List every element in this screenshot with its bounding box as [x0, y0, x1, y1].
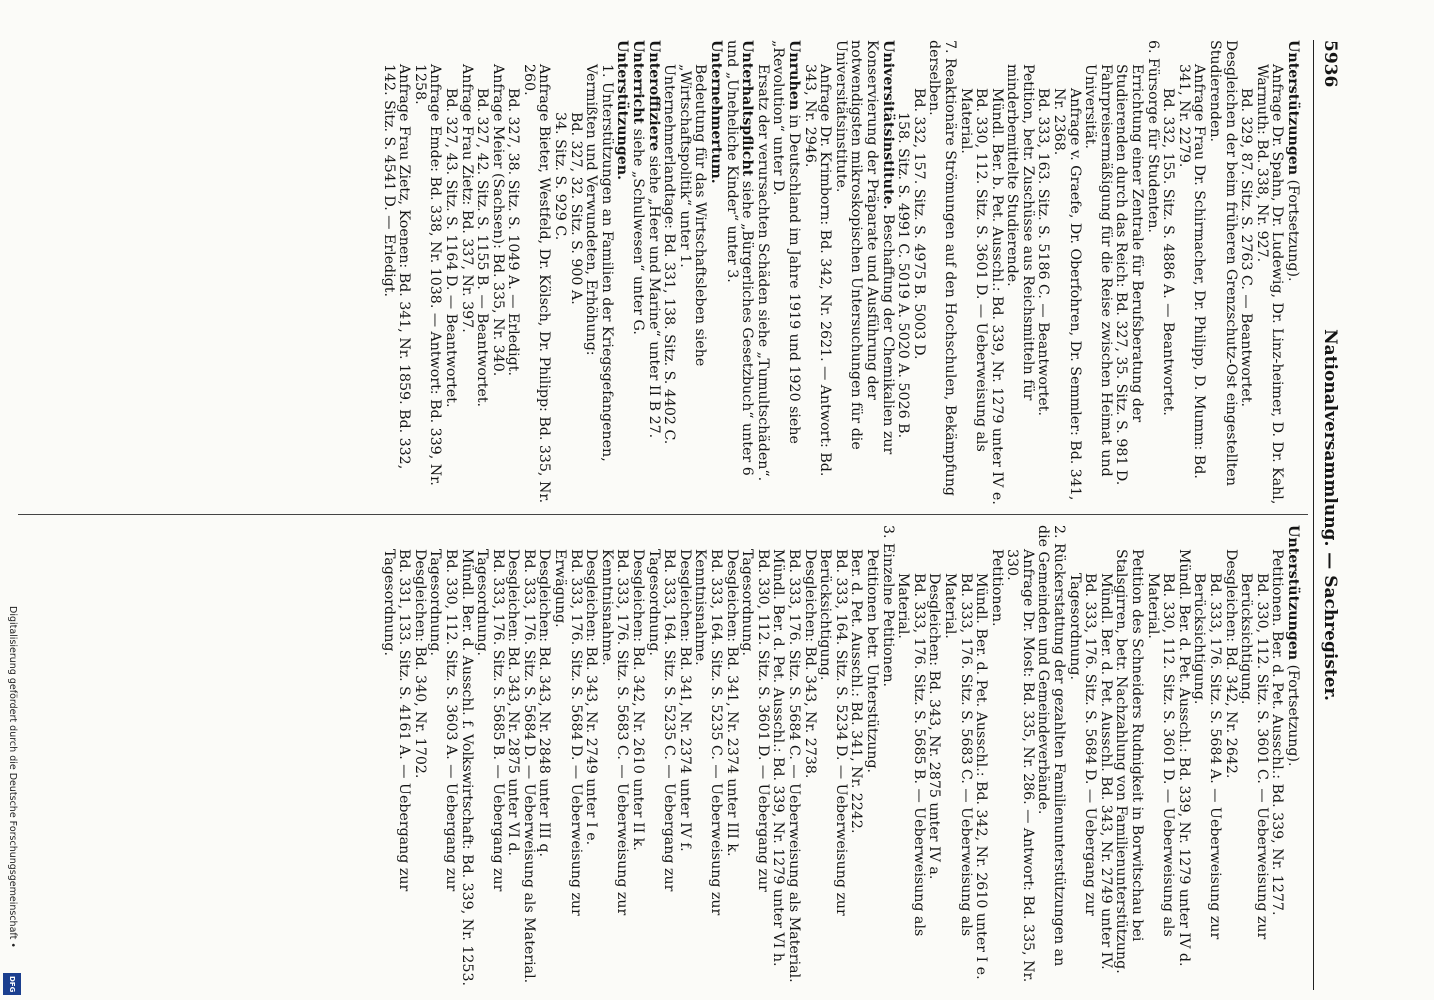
right-column — [380, 525, 1300, 990]
register-entry — [848, 525, 864, 990]
entry-text: in Deutschland im Jahre 1919 und 1920 siehe „Revolution“ unter D. — [770, 40, 802, 444]
register-entry — [520, 525, 536, 990]
register-entry — [661, 40, 677, 505]
entry-text: Bd. 333, 163. Sitz. S. 5186 C. — Beantwortet. — [1035, 88, 1052, 416]
entry-text: Bd. 332, 155. Sitz. S. 4886 A. — Beantwortet. — [1160, 88, 1177, 416]
entry-text: Bd. 333, 164. Sitz. S. 5234 D. — Ueberweisung zur Berücksichtigung. — [817, 549, 849, 916]
register-entry — [1066, 525, 1097, 990]
register-entry — [552, 525, 583, 990]
entry-text: Desgleichen: Bd. 341, Nr. 2374 unter III k. — [723, 549, 740, 857]
entry-text: Desgleichen: Bd. 343, Nr. 2749 unter I e. — [583, 549, 600, 846]
entry-text: Bd. 327, 32. Sitz. S. 900 A. — [567, 112, 584, 305]
entry-text: Desgleichen: Bd. 341, Nr. 2374 unter IV f. — [676, 549, 693, 852]
entry-text: Bd. 333, 164. Sitz. S. 5235 C. — Ueberweisung zur Kenntnisnahme. — [692, 549, 725, 916]
entry-text: Fahrpreisermäßigung für die Reise zwischen Heimat und Universität. — [1082, 64, 1114, 477]
entry-text: (Fortsetzung). — [1285, 175, 1301, 282]
register-entry — [442, 40, 458, 505]
register-entry — [427, 525, 458, 990]
register-entry — [474, 40, 490, 505]
entry-text: Anfrage v. Graefe, Dr. Oberfohren, Dr. Semmler: Bd. 341, Nr. 2368. — [1051, 88, 1083, 501]
register-entry — [754, 40, 770, 505]
entry-text: Bd. 333, 176. Sitz. S. 5684 A. — Ueberweisung zur Berücksichtigung. — [1191, 573, 1224, 940]
entry-text: Anfrage Frau Zietz: Bd. 337, Nr. 397. — [458, 64, 475, 333]
register-entry — [801, 40, 832, 505]
register-entry — [1238, 40, 1254, 505]
register-entry — [552, 40, 568, 505]
register-entry — [1175, 525, 1191, 990]
entry-text: Desgleichen: Bd. 343, Nr. 2848 unter III q. — [536, 549, 553, 857]
entry-text: siehe „Heer und Marine“ unter II B 27. — [645, 151, 662, 439]
register-entry — [1144, 40, 1160, 505]
entry-text: Mündl. Ber. d. Pet. Ausschl. Bd. 343, Nr. 2749 unter IV. — [1097, 573, 1114, 970]
entry-keyword: Universitätsinstitute. — [879, 40, 896, 210]
register-entry — [411, 40, 442, 505]
entry-text: Bd. 327, 42. Sitz. S. 1155 B. — Beantwortet. — [474, 88, 491, 408]
register-entry — [614, 40, 630, 505]
register-entry — [1097, 525, 1113, 990]
register-entry — [1191, 525, 1222, 990]
entry-text: Bd. 331, 133. Sitz. S. 4161 A. — Uebergang zur Tagesordnung. — [380, 549, 413, 892]
register-entry — [973, 525, 989, 990]
entry-text: Errichtung einer Zentrale für Berufsberatung der Studierenden durch das Reich: Bd. 327, 35. Sitz. S. 981 D. — [1113, 64, 1146, 486]
entry-text: Bd. 330, 112. Sitz. S. 3601 C. — Ueberweisung zur Berücksichtigung. — [1238, 573, 1270, 940]
register-entry — [723, 40, 754, 505]
entry-text: Bd. 330, 112. Sitz. S. 3603 A. — Uebergang zur Tagesordnung. — [427, 549, 459, 892]
register-entry — [1284, 525, 1300, 990]
register-entry — [692, 525, 723, 990]
entry-text: Anfrage Emde: Bd. 338, Nr. 1038. — Antwort: Bd. 339, Nr. 1258. — [411, 64, 444, 486]
register-entry — [988, 525, 1004, 990]
register-entry — [1222, 525, 1238, 990]
entry-text: Desgleichen: Bd. 340, Nr. 1702. — [411, 549, 428, 779]
entry-text: Mündl. Ber. d. Pet. Ausschl.: Bd. 342, Nr. 2610 unter I e. — [973, 573, 990, 980]
entry-text: Petitionen betr. Unterstützung. — [863, 549, 880, 774]
register-entry — [1035, 40, 1051, 505]
register-entry — [957, 40, 988, 505]
entry-keyword: Unteroffiziere — [645, 40, 662, 152]
entry-keyword: Unterricht — [630, 40, 647, 125]
register-entry — [645, 525, 676, 990]
entry-text: Bd. 330, 112. Sitz. S. 3601 D. — Uebergang zur Tagesordnung. — [739, 549, 771, 892]
register-entry — [910, 40, 926, 505]
entry-text: (Fortsetzung). — [1285, 660, 1301, 767]
entry-text: Desgleichen: Bd. 343, Nr. 2875 unter IV a. — [926, 573, 943, 880]
register-entry — [801, 525, 817, 990]
register-entry — [1253, 40, 1284, 505]
entry-text: Bd. 333, 176. Sitz. S. 5684 D. — Ueberweisung als Material. — [520, 549, 537, 984]
register-entry — [458, 525, 474, 990]
entry-text: siehe „Schulwesen“ unter G. — [630, 124, 647, 335]
entry-text: Anfrage Meier (Sachsen): Bd. 335, Nr. 340. — [489, 64, 506, 377]
register-entry — [988, 40, 1004, 505]
register-entry — [941, 525, 972, 990]
entry-text: Bd. 333, 176. Sitz. S. 5684 C. — Ueberweisung als Material. — [786, 549, 802, 983]
register-entry — [770, 40, 801, 505]
entry-text: Desgleichen: Bd. 343, Nr. 2875 unter VI d. — [505, 549, 522, 857]
entry-text: Desgleichen der beim früheren Grenzschutz-Ost eingestellten Studierenden. — [1207, 40, 1239, 486]
register-entry — [676, 525, 692, 990]
entry-text: Mündl. Ber. d. Pet. Ausschl.: Bd. 339, Nr. 1279 unter VI h. — [770, 549, 787, 967]
entry-text: Bd. 333, 176. Sitz. S. 5684 D. — Uebergang zur Tagesordnung. — [1066, 573, 1099, 916]
entry-text: Bedeutung für das Wirtschaftsleben siehe „Wirtschaftspolitik“ unter 1. — [676, 64, 709, 367]
register-entry — [1160, 40, 1176, 505]
register-entry — [1284, 40, 1300, 505]
register-entry — [739, 525, 770, 990]
register-entry — [863, 525, 879, 990]
entry-text: Unternehmerlandtage: Bd. 331, 138. Sitz. S. 4402 C. — [661, 64, 678, 445]
entry-text: 6. Fürsorge für Studenten. — [1144, 40, 1161, 233]
entry-text: Mündl. Ber. d. Ausschl. f. Volkswirtschaft: Bd. 339, Nr. 1253. — [458, 549, 475, 986]
register-entry — [1082, 40, 1113, 505]
register-entry — [895, 525, 926, 990]
entry-text: Bd. 333, 176. Sitz. S. 5683 C. — Ueberweisung zur Kenntnisnahme. — [598, 549, 631, 916]
entry-keyword: Unterstützungen — [1285, 525, 1301, 661]
page-number: 5936 — [1320, 40, 1340, 88]
entry-text: 7. Reaktionäre Strömungen auf den Hochschulen, Bekämpfung derselben. — [926, 40, 958, 496]
register-entry — [1144, 525, 1175, 990]
page-header — [1310, 40, 1340, 990]
entry-text: Petition, betr. Zuschüsse aus Reichsmitteln für minderbemittelte Studierende. — [1004, 64, 1036, 401]
register-entry — [380, 40, 411, 505]
register-entry — [817, 525, 848, 990]
register-entry — [1004, 40, 1035, 505]
entry-text: Desgleichen: Bd. 342, Nr. 2642. — [1222, 549, 1239, 779]
register-entry — [380, 525, 411, 990]
register-entry — [474, 525, 505, 990]
register-entry — [926, 525, 942, 990]
entry-text: Ber. d. Pet. Ausschl.: Bd. 341, Nr. 2242. — [848, 549, 865, 834]
entry-text: Anfrage Dr. Most: Bd. 335, Nr. 286. — Antwort: Bd. 335, Nr. 330. — [1004, 549, 1036, 983]
entry-text: 3. Einzelne Petitionen. — [879, 525, 896, 688]
register-entry — [770, 525, 786, 990]
entry-text: Bd. 327, 43. Sitz. S. 1164 D. — Beantwortet. — [442, 88, 459, 408]
register-entry — [583, 525, 599, 990]
register-entry — [1004, 525, 1035, 990]
entry-text: Bd. 333, 176. Sitz. S. 5685 B. — Uebergang zur Tagesordnung. — [474, 549, 506, 892]
credit-text: Digitalisierung gefördert durch die Deutsche Forschungsgemeinschaft • — [7, 606, 18, 948]
entry-text: 34. Sitz. S. 929 C. — [552, 112, 569, 241]
register-entry — [567, 40, 583, 505]
register-entry — [1113, 40, 1144, 505]
entry-text: Bd. 333, 176. Sitz. S. 5685 B. — Ueberweisung als Material. — [895, 573, 927, 937]
register-entry — [458, 40, 474, 505]
register-entry — [536, 525, 552, 990]
left-column — [380, 40, 1300, 505]
dfg-logo: DFG — [3, 973, 21, 995]
register-entry — [629, 40, 645, 505]
entry-text: 2. Rückerstattung der gezahlten Familienunterstützungen an die Gemeinden und Gemeindeverbände. — [1035, 525, 1068, 967]
entry-text: Petition des Schneiders Rudnigkeit in Borwitschau bei Stalsgirren, betr. Nachzahlung von Familienunterstützung. — [1113, 549, 1146, 974]
register-entry — [707, 40, 723, 505]
entry-text: Anfrage Frau Zietz, Koenen: Bd. 341, Nr. 1859. Bd. 332, 142. Sitz. S. 4541 D. — Erledigt. — [380, 64, 413, 470]
entry-text: Bd. 332, 157. Sitz. S. 4975 B. 5003 D. — [910, 88, 927, 360]
entry-keyword: Unruhen — [786, 40, 802, 111]
register-entry — [505, 525, 521, 990]
entry-text: Bd. 329, 87. Sitz. S. 2763 C. — Beantwortet. — [1238, 88, 1255, 407]
register-entry — [645, 40, 661, 505]
entry-text: Desgleichen: Bd. 342, Nr. 2610 unter II k. — [630, 549, 647, 851]
entry-text: 158. Sitz. S. 4991 C. 5019 A. 5020 A. 5026 B. — [895, 112, 912, 439]
entry-keyword: Unterstützungen. — [614, 40, 631, 181]
entry-text: Desgleichen: Bd. 343, Nr. 2738. — [801, 549, 818, 779]
entry-text: Bd. 327, 38. Sitz. S. 1049 A. — Erledigt. — [505, 88, 522, 376]
entry-text: Mündl. Ber. b. Pet. Ausschl.: Bd. 339, Nr. 1279 unter IV e. — [988, 88, 1005, 505]
register-entry — [832, 40, 894, 505]
register-entry — [411, 525, 427, 990]
register-entry — [1051, 40, 1082, 505]
register-entry — [1269, 525, 1285, 990]
entry-text: Bd. 333, 164. Sitz. S. 5235 C. — Uebergang zur Tagesordnung. — [645, 549, 678, 892]
entry-text: Anfrage Bieter, Westfeld, Dr. Kölsch, Dr. Philipp: Bd. 335, Nr. 260. — [520, 64, 553, 504]
register-entry — [785, 525, 801, 990]
entry-text: Petitionen. — [988, 549, 1005, 627]
register-entry — [505, 40, 521, 505]
page-title: Nationalversammlung. — Sachregister. — [1320, 329, 1340, 701]
register-entry — [895, 40, 911, 505]
rotated-register-page — [40, 40, 1340, 990]
entry-text: Anfrage Dr. Krimborn: Bd. 342, Nr. 2621. — Antwort: Bd. 343, Nr. 2946. — [801, 64, 834, 477]
entry-keyword: Unterstützungen — [1285, 40, 1301, 176]
entry-text: Petitionen. Ber. d. Pet. Ausschl.: Bd. 339, Nr. 1277. — [1269, 549, 1286, 916]
entry-text: Bd. 330, 112. Sitz. S. 3601 D. — Ueberweisung als Material. — [957, 88, 990, 452]
header-rule — [1313, 40, 1314, 990]
register-entry — [1238, 525, 1269, 990]
entry-text: siehe „Bürgerliches Gesetzbuch“ unter 6 und „Uneheliche Kinder“ unter 3. — [723, 40, 756, 476]
entry-text: Mündl. Ber. d. Pet. Ausschl.: Bd. 339, Nr. 1279 unter IV d. — [1175, 549, 1192, 967]
register-entry — [723, 525, 739, 990]
entry-text: Bd. 330, 112. Sitz. S. 3601 D. — Ueberweisung als Material. — [1144, 573, 1177, 937]
entry-text: Anfrage Dr. Spahn, Dr. Ludewig, Dr. Linz-heimer, D. Dr. Kahl, Warmuth: Bd. 338, Nr. 927. — [1253, 64, 1286, 505]
register-entry — [879, 525, 895, 990]
register-entry — [676, 40, 707, 505]
register-entry — [489, 40, 505, 505]
entry-keyword: Unternehmertum. — [708, 40, 725, 184]
entry-keyword: Unterhaltspflicht — [739, 40, 756, 177]
register-entry — [520, 40, 551, 505]
register-entry — [629, 525, 645, 990]
register-entry — [1113, 525, 1144, 990]
digitization-credit — [2, 606, 24, 996]
entry-text: Ersatz der verursachten Schäden siehe „Tumultschäden“. — [754, 64, 771, 482]
register-entry — [598, 525, 629, 990]
register-entry — [1206, 40, 1237, 505]
column-divider — [18, 514, 1308, 515]
register-entry — [583, 40, 614, 505]
entry-text: Beschaffung der Chemikalien zur Konservierung der Präparate und Ausführung der notwendigsten mikroskopischen Untersuchungen für die Universitätsinstitute. — [832, 40, 896, 455]
register-entry — [1175, 40, 1206, 505]
entry-text: Anfrage Frau Dr. Schirmacher, Dr. Philipp, D. Mumm: Bd. 341, Nr. 2279. — [1175, 64, 1208, 479]
entry-text: Bd. 333, 176. Sitz. S. 5683 C. — Ueberweisung als Material. — [941, 573, 974, 937]
register-entry — [926, 40, 957, 505]
register-entry — [1035, 525, 1066, 990]
entry-text: Bd. 333, 176. Sitz. S. 5684 D. — Ueberweisung zur Erwägung. — [552, 549, 584, 916]
entry-text: 1. Unterstützungen an Familien der Kriegsgefangenen, Vermißten und Verwundeten, Erhöhung: — [583, 64, 615, 462]
